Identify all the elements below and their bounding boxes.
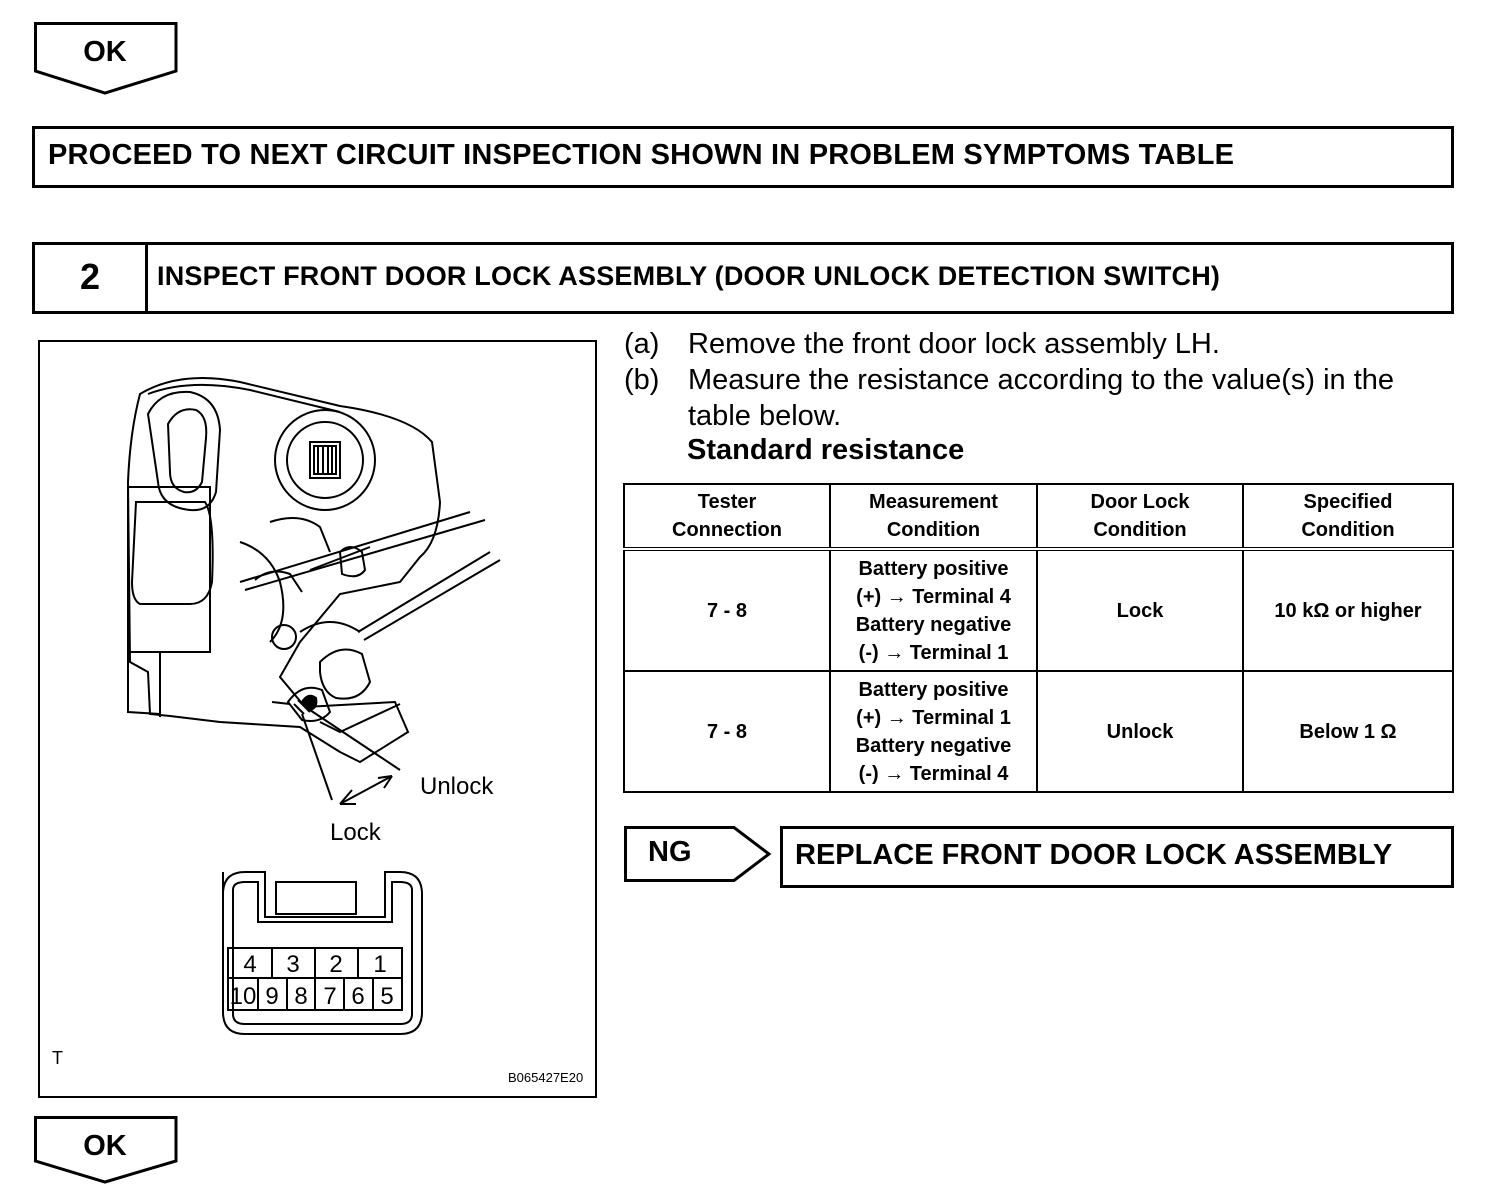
header-line: Connection <box>672 519 782 541</box>
step-number: 2 <box>35 245 148 311</box>
instruction-a <box>624 326 1454 366</box>
cell-specified-condition: Below 1 Ω <box>1243 671 1453 792</box>
terminal-4: 4 <box>243 951 257 978</box>
ng-arrow-shape <box>624 826 774 884</box>
cell-door-lock-condition: Lock <box>1037 549 1243 671</box>
instruction-b-line1: Measure the resistance according to the value(s) in the <box>688 364 1395 396</box>
instruction-b-line2: table below. <box>688 400 842 432</box>
header-line: Tester <box>697 491 757 513</box>
instruction-a-text: Remove the front door lock assembly LH. <box>688 328 1220 360</box>
cell-tester-connection: 7 - 8 <box>624 671 830 792</box>
ok-label-top: OK <box>83 36 127 68</box>
measurement-line: (+) → Terminal 4 <box>856 585 1011 608</box>
replace-box <box>780 826 1454 888</box>
terminal-2: 2 <box>329 951 343 978</box>
standard-resistance-title: Standard resistance <box>687 434 965 466</box>
header-line: Door Lock <box>1090 491 1190 513</box>
instruction-a-label: (a) <box>624 328 660 360</box>
measurement-line: Battery positive <box>858 557 1009 580</box>
terminal-10: 10 <box>229 983 257 1010</box>
terminal-6: 6 <box>351 983 365 1010</box>
side-mark: T <box>52 1048 63 1068</box>
table-header-row <box>624 484 1453 549</box>
terminal-9: 9 <box>265 983 279 1010</box>
terminal-8: 8 <box>294 983 308 1010</box>
header-line: Condition <box>886 519 981 541</box>
resistance-table <box>623 483 1454 793</box>
measurement-line: (-) → Terminal 1 <box>858 641 1009 664</box>
terminal-7: 7 <box>323 983 337 1010</box>
door-lock-illustration <box>40 342 595 1096</box>
cell-specified-condition: 10 kΩ or higher <box>1243 549 1453 671</box>
ng-label: NG <box>648 836 692 868</box>
ok-label-bottom: OK <box>83 1130 127 1162</box>
cell-tester-connection: 7 - 8 <box>624 549 830 671</box>
replace-text: REPLACE FRONT DOOR LOCK ASSEMBLY <box>795 839 1393 871</box>
figure-code: B065427E20 <box>508 1070 584 1085</box>
lock-label: Lock <box>330 819 381 846</box>
header-line: Specified <box>1303 491 1393 513</box>
ok-tag-bottom <box>34 1116 180 1192</box>
measurement-line: Battery positive <box>858 678 1009 701</box>
header-door-lock-condition <box>1037 484 1243 549</box>
proceed-box <box>32 126 1454 188</box>
terminal-1: 1 <box>373 951 387 978</box>
header-line: Condition <box>1301 519 1395 541</box>
cell-measurement-condition <box>830 671 1037 792</box>
header-specified-condition <box>1243 484 1453 549</box>
table-row <box>624 671 1453 792</box>
ok-tag-top <box>34 22 180 98</box>
header-line: Measurement <box>869 491 998 513</box>
cell-measurement-condition <box>830 549 1037 671</box>
measurement-line: (-) → Terminal 4 <box>858 762 1009 785</box>
measurement-line: (+) → Terminal 1 <box>856 706 1011 729</box>
step-header <box>32 242 1454 314</box>
instruction-b <box>624 362 1454 438</box>
measurement-line: Battery negative <box>855 613 1012 636</box>
header-measurement-condition <box>830 484 1037 549</box>
ng-tag <box>624 826 774 882</box>
step-title: INSPECT FRONT DOOR LOCK ASSEMBLY (DOOR UNLOCK DETECTION SWITCH) <box>157 261 1221 291</box>
figure-box <box>38 340 597 1098</box>
terminal-3: 3 <box>286 951 300 978</box>
header-tester-connection <box>624 484 830 549</box>
measurement-line: Battery negative <box>855 734 1012 757</box>
cell-door-lock-condition: Unlock <box>1037 671 1243 792</box>
unlock-label: Unlock <box>420 773 494 800</box>
instruction-b-label: (b) <box>624 364 660 396</box>
header-line: Condition <box>1093 519 1187 541</box>
proceed-text: PROCEED TO NEXT CIRCUIT INSPECTION SHOWN IN PROBLEM SYMPTOMS TABLE <box>48 139 1235 171</box>
terminal-5: 5 <box>380 983 394 1010</box>
table-row <box>624 549 1453 671</box>
